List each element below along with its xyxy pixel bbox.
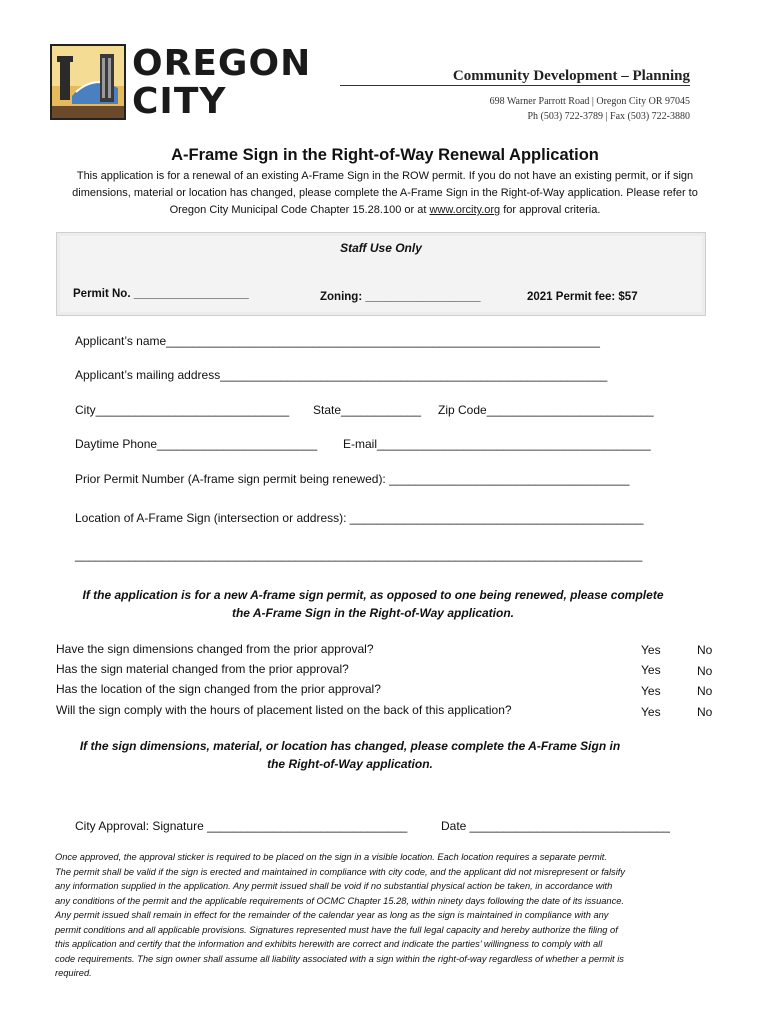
header-divider (340, 85, 690, 86)
permit-number-field[interactable]: Permit No. __________________ (73, 288, 249, 300)
zip-code-field[interactable]: Zip Code_________________________ (438, 403, 654, 417)
logo-text-city: CITY (132, 81, 227, 122)
office-address: 698 Warner Parrott Road | Oregon City OR 97045 (489, 96, 690, 107)
intro-line-3-pre: Oregon City Municipal Code Chapter 15.28.100 or at (169, 204, 430, 216)
state-field[interactable]: State____________ (313, 403, 422, 417)
terms-line: any conditions of the permit and the applicable requirements of OCMC Chapter 15.28, within ninety days following the date of its issuance. (55, 895, 624, 906)
question-hours-no[interactable]: No (697, 705, 713, 719)
terms-line: code requirements. The sign owner shall assume all liability associated with a sign within the right-of-way regardless of whether a permit is (55, 953, 624, 964)
email-field[interactable]: E-mail_________________________________________ (343, 437, 651, 451)
question-dimensions: Have the sign dimensions changed from the prior approval? (56, 642, 374, 656)
orcity-link[interactable]: www.orcity.org (429, 204, 501, 216)
question-material: Has the sign material changed from the prior approval? (56, 662, 349, 676)
question-material-no[interactable]: No (697, 664, 713, 678)
terms-line: this application and certify that the information and exhibits herewith are correct and indicate the parties’ willingness to comply with all (55, 939, 603, 949)
mailing-address-field[interactable]: Applicant’s mailing address__________________________________________________________ (75, 368, 608, 382)
city-approval-signature-field[interactable]: City Approval: Signature ______________________________ (75, 819, 408, 833)
approval-date-field[interactable]: Date ______________________________ (441, 819, 670, 833)
changed-notice-line2: the Right-of-Way application. (267, 757, 433, 771)
office-phone-fax: Ph (503) 722-3789 | Fax (503) 722-3880 (527, 111, 690, 122)
zoning-field[interactable]: Zoning: __________________ (320, 291, 481, 303)
new-permit-notice-line1: If the application is for a new A-frame sign permit, as opposed to one being renewed, please complete (82, 588, 664, 602)
city-field[interactable]: City_____________________________ (75, 403, 290, 417)
applicant-name-field[interactable]: Applicant’s name_________________________________________________________________ (75, 334, 600, 348)
logo-text-oregon: OREGON (132, 43, 312, 84)
new-permit-notice-line2: the A-Frame Sign in the Right-of-Way application. (231, 606, 514, 620)
intro-line-3-post: for approval criteria. (500, 204, 601, 216)
question-material-yes[interactable]: Yes (641, 663, 661, 677)
terms-line: Once approved, the approval sticker is required to be placed on the sign in a visible location. Each location requires a separate permit. (55, 852, 607, 862)
prior-permit-number-field[interactable]: Prior Permit Number (A-frame sign permit being renewed): ____________________________________ (75, 472, 630, 486)
changed-notice-line1: If the sign dimensions, material, or location has changed, please complete the A-Frame Sign in (79, 739, 621, 753)
permit-fee: 2021 Permit fee: $57 (527, 291, 638, 303)
question-hours: Will the sign comply with the hours of placement listed on the back of this application? (56, 703, 512, 717)
staff-use-heading: Staff Use Only (340, 241, 422, 255)
intro-line-3 (50, 202, 720, 219)
question-location-no[interactable]: No (697, 684, 713, 698)
terms-line: permit conditions and all applicable provisions. Signatures represented must have the full legal capacity and hereby authorize the filing of (55, 924, 618, 935)
question-dimensions-yes[interactable]: Yes (641, 643, 661, 657)
staff-use-box (56, 232, 706, 316)
daytime-phone-field[interactable]: Daytime Phone________________________ (75, 437, 318, 451)
question-location-yes[interactable]: Yes (641, 684, 661, 698)
page-title: A-Frame Sign in the Right-of-Way Renewal Application (171, 146, 599, 164)
terms-paragraph (55, 850, 715, 981)
terms-line: The permit shall be valid if the sign is erected and maintained in compliance with city code, and the applicant did not misrepresent or falsify (55, 866, 625, 877)
question-hours-yes[interactable]: Yes (641, 705, 661, 719)
question-dimensions-no[interactable]: No (697, 643, 713, 657)
department-heading: Community Development – Planning (452, 68, 690, 84)
intro-line-2: dimensions, material or location has changed, please complete the A-Frame Sign in the Right-of-Way application. Please refer to (72, 187, 698, 199)
sign-location-field-line2[interactable]: _____________________________________________________________________________________ (75, 548, 643, 562)
changed-notice (40, 737, 660, 773)
intro-line-1: This application is for a renewal of an existing A-Frame Sign in the ROW permit. If you do not have an existing permit, or if sign (76, 170, 694, 182)
terms-line: any information supplied in the application. Any permit issued shall be void if no substantial physical action be taken, in accordance with (55, 881, 613, 891)
terms-line: Any permit issued shall remain in effect for the remainder of the calendar year as long as the sign is maintained in compliance with any (55, 910, 609, 920)
terms-line: required. (55, 968, 92, 978)
question-location: Has the location of the sign changed from the prior approval? (56, 682, 381, 696)
intro-paragraph (50, 168, 720, 219)
sign-location-field[interactable]: Location of A-Frame Sign (intersection or address): ____________________________________________ (75, 511, 644, 525)
new-permit-notice (40, 586, 706, 622)
